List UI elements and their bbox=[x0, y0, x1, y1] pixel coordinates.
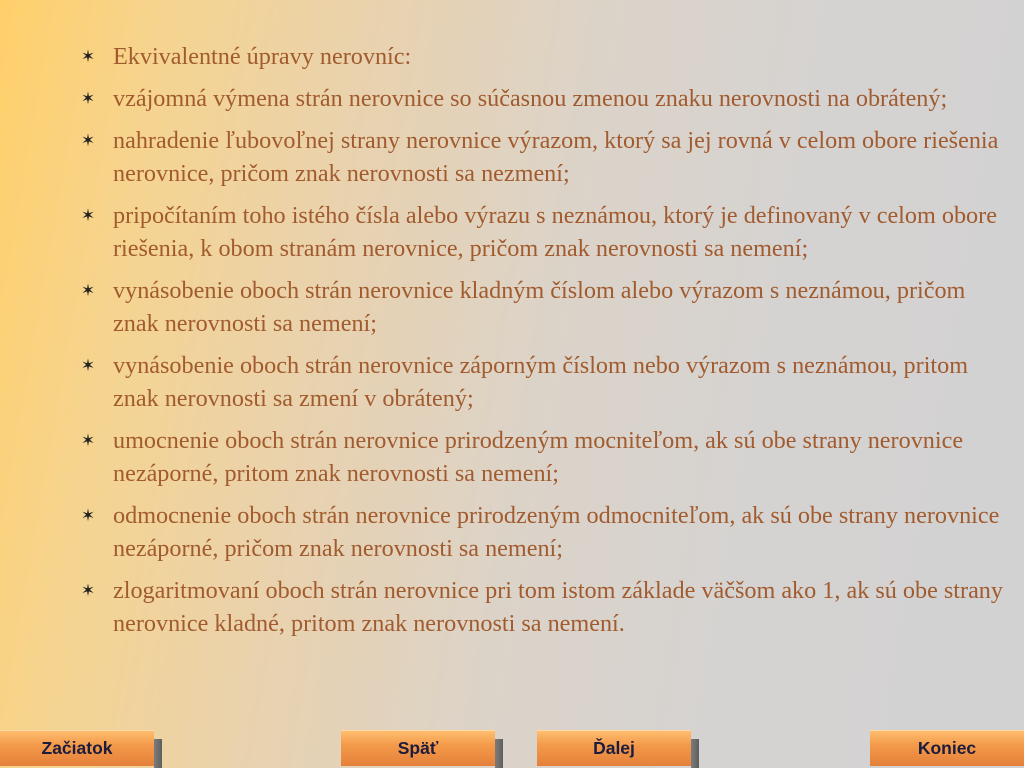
bullet-item bbox=[76, 349, 1011, 415]
button-shadow bbox=[691, 739, 699, 768]
bullet-item bbox=[76, 82, 1011, 115]
bullet-text: Ekvivalentné úpravy nerovníc: bbox=[113, 43, 412, 70]
start-button[interactable] bbox=[0, 730, 162, 768]
star-bullet-icon: ✶ bbox=[80, 281, 96, 300]
star-bullet-icon: ✶ bbox=[80, 131, 96, 150]
end-button-label: Koniec bbox=[870, 730, 1024, 766]
bullet-text: umocnenie oboch strán nerovnice prirodzeným mocniteľom, ak sú obe strany nerovnice nezáporné, pritom znak nerovnosti sa nemení; bbox=[113, 427, 964, 487]
star-bullet-icon: ✶ bbox=[80, 47, 96, 66]
star-bullet-icon: ✶ bbox=[80, 206, 96, 225]
start-button-label: Začiatok bbox=[0, 730, 154, 766]
star-bullet-icon: ✶ bbox=[80, 89, 96, 108]
end-button[interactable] bbox=[870, 730, 1024, 768]
bullet-item bbox=[76, 40, 1011, 73]
bullet-text: zlogaritmovaní oboch strán nerovnice pri tom istom základe väčšom ako 1, ak sú obe strany nerovnice kladné, pritom znak nerovnosti sa nemení. bbox=[113, 577, 1003, 637]
bullet-item bbox=[76, 274, 1011, 340]
button-shadow bbox=[495, 739, 503, 768]
bullet-item bbox=[76, 424, 1011, 490]
next-button-label: Ďalej bbox=[537, 730, 691, 766]
bullet-item bbox=[76, 124, 1011, 190]
bullet-item bbox=[76, 574, 1011, 640]
back-button-label: Späť bbox=[341, 730, 495, 766]
button-shadow bbox=[154, 739, 162, 768]
star-bullet-icon: ✶ bbox=[80, 581, 96, 600]
bullet-text: vzájomná výmena strán nerovnice so súčasnou zmenou znaku nerovnosti na obrátený; bbox=[113, 85, 948, 112]
bullet-text: vynásobenie oboch strán nerovnice kladným číslom alebo výrazom s neznámou, pričom znak nerovnosti sa nemení; bbox=[113, 277, 966, 337]
star-bullet-icon: ✶ bbox=[80, 506, 96, 525]
bullet-text: vynásobenie oboch strán nerovnice záporným číslom nebo výrazom s neznámou, pritom znak nerovnosti sa zmení v obrátený; bbox=[113, 352, 969, 412]
bullet-item bbox=[76, 499, 1011, 565]
bullet-text: nahradenie ľubovoľnej strany nerovnice výrazom, ktorý sa jej rovná v celom obore riešenia nerovnice, pričom znak nerovnosti sa nezmení; bbox=[113, 127, 999, 187]
bullet-text: pripočítaním toho istého čísla alebo výrazu s neznámou, ktorý je definovaný v celom obore riešenia, k obom stranám nerovnice, pričom znak nerovnosti sa nemení; bbox=[113, 202, 997, 262]
star-bullet-icon: ✶ bbox=[80, 356, 96, 375]
back-button[interactable] bbox=[341, 730, 503, 768]
bullet-text: odmocnenie oboch strán nerovnice prirodzeným odmocniteľom, ak sú obe strany nerovnice nezáporné, pričom znak nerovnosti sa nemení; bbox=[113, 502, 1000, 562]
navigation-bar bbox=[0, 730, 1024, 768]
next-button[interactable] bbox=[537, 730, 699, 768]
bullet-item bbox=[76, 199, 1011, 265]
bullet-list bbox=[76, 40, 1011, 649]
star-bullet-icon: ✶ bbox=[80, 431, 96, 450]
